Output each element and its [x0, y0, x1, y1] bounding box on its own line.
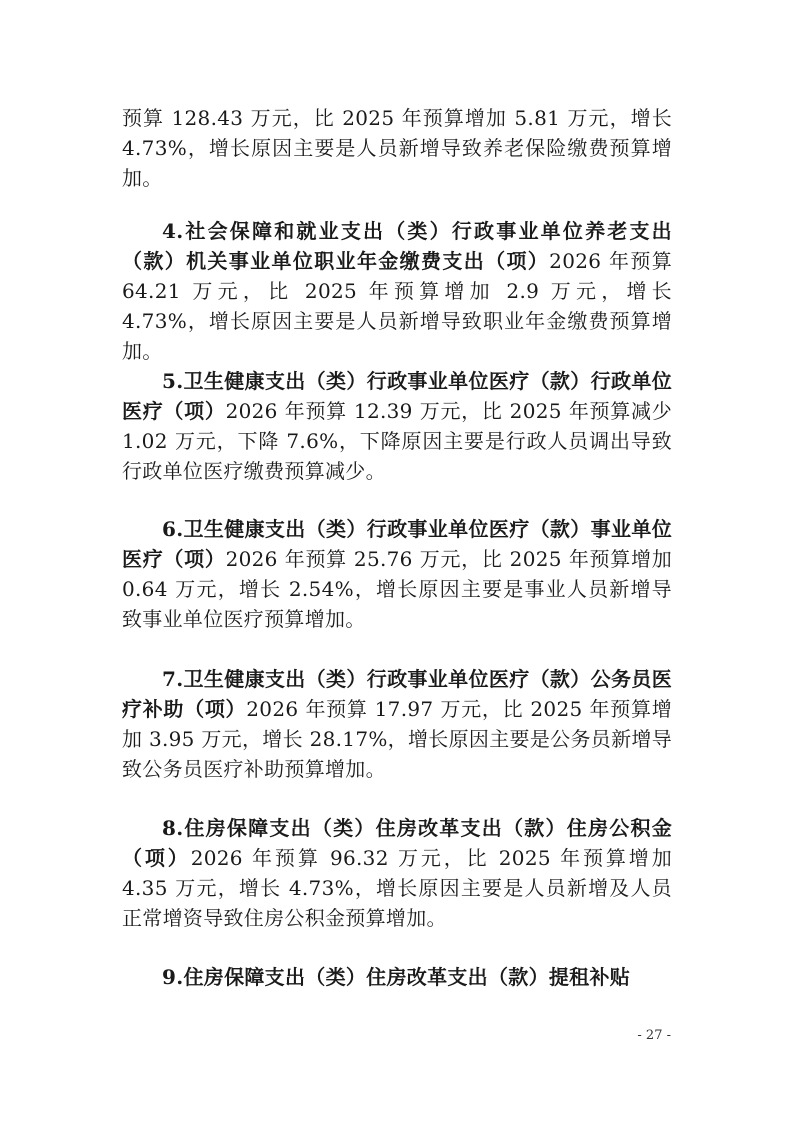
- paragraph-heading: 6.卫生健康支出（类）行政事业单位医疗（款）事业单位医疗（项）: [122, 517, 672, 571]
- paragraph-heading: 7.卫生健康支出（类）行政事业单位医疗（款）公务员医疗补助（项）: [122, 667, 672, 721]
- paragraph-item-6: [122, 514, 672, 634]
- paragraph-body: 2026 年预算 17.97 万元，比 2025 年预算增加 3.95 万元，增长 28.17%，增长原因主要是公务员新增导致公务员医疗补助预算增加。: [122, 697, 672, 781]
- paragraph-heading: 9.住房保障支出（类）住房改革支出（款）提租补贴: [162, 965, 631, 989]
- paragraph-body: 预算 128.43 万元，比 2025 年预算增加 5.81 万元，增长 4.73%，增长原因主要是人员新增导致养老保险缴费预算增加。: [122, 106, 672, 190]
- paragraph-heading: 8.住房保障支出（类）住房改革支出（款）住房公积金（项）: [122, 816, 672, 870]
- paragraph-item-8: [122, 813, 672, 933]
- paragraph-body: 2026 年预算 25.76 万元，比 2025 年预算增加 0.64 万元，增长 2.54%，增长原因主要是事业人员新增导致事业单位医疗预算增加。: [122, 547, 672, 631]
- paragraph-item-5: [122, 366, 672, 486]
- paragraph-body: 2026 年预算 64.21 万元，比 2025 年预算增加 2.9 万元，增长 4.73%，增长原因主要是人员新增导致职业年金缴费预算增加。: [122, 249, 673, 363]
- paragraph-body: 2026 年预算 96.32 万元，比 2025 年预算增加 4.35 万元，增长 4.73%，增长原因主要是人员新增及人员正常增资导致住房公积金预算增加。: [122, 846, 673, 930]
- paragraph-item-4: [122, 216, 672, 366]
- paragraph-item-9: [122, 962, 672, 992]
- paragraph-continuation: [122, 103, 672, 193]
- paragraph-heading: 5.卫生健康支出（类）行政事业单位医疗（款）行政单位医疗（项）: [122, 369, 672, 423]
- paragraph-body: 2026 年预算 12.39 万元，比 2025 年预算减少 1.02 万元，下降 7.6%，下降原因主要是行政人员调出导致行政单位医疗缴费预算减少。: [122, 399, 672, 483]
- paragraph-item-7: [122, 664, 672, 784]
- page-number: - 27 -: [637, 1028, 671, 1043]
- paragraph-heading: 4.社会保障和就业支出（类）行政事业单位养老支出（款）机关事业单位职业年金缴费支出（项）: [122, 219, 672, 273]
